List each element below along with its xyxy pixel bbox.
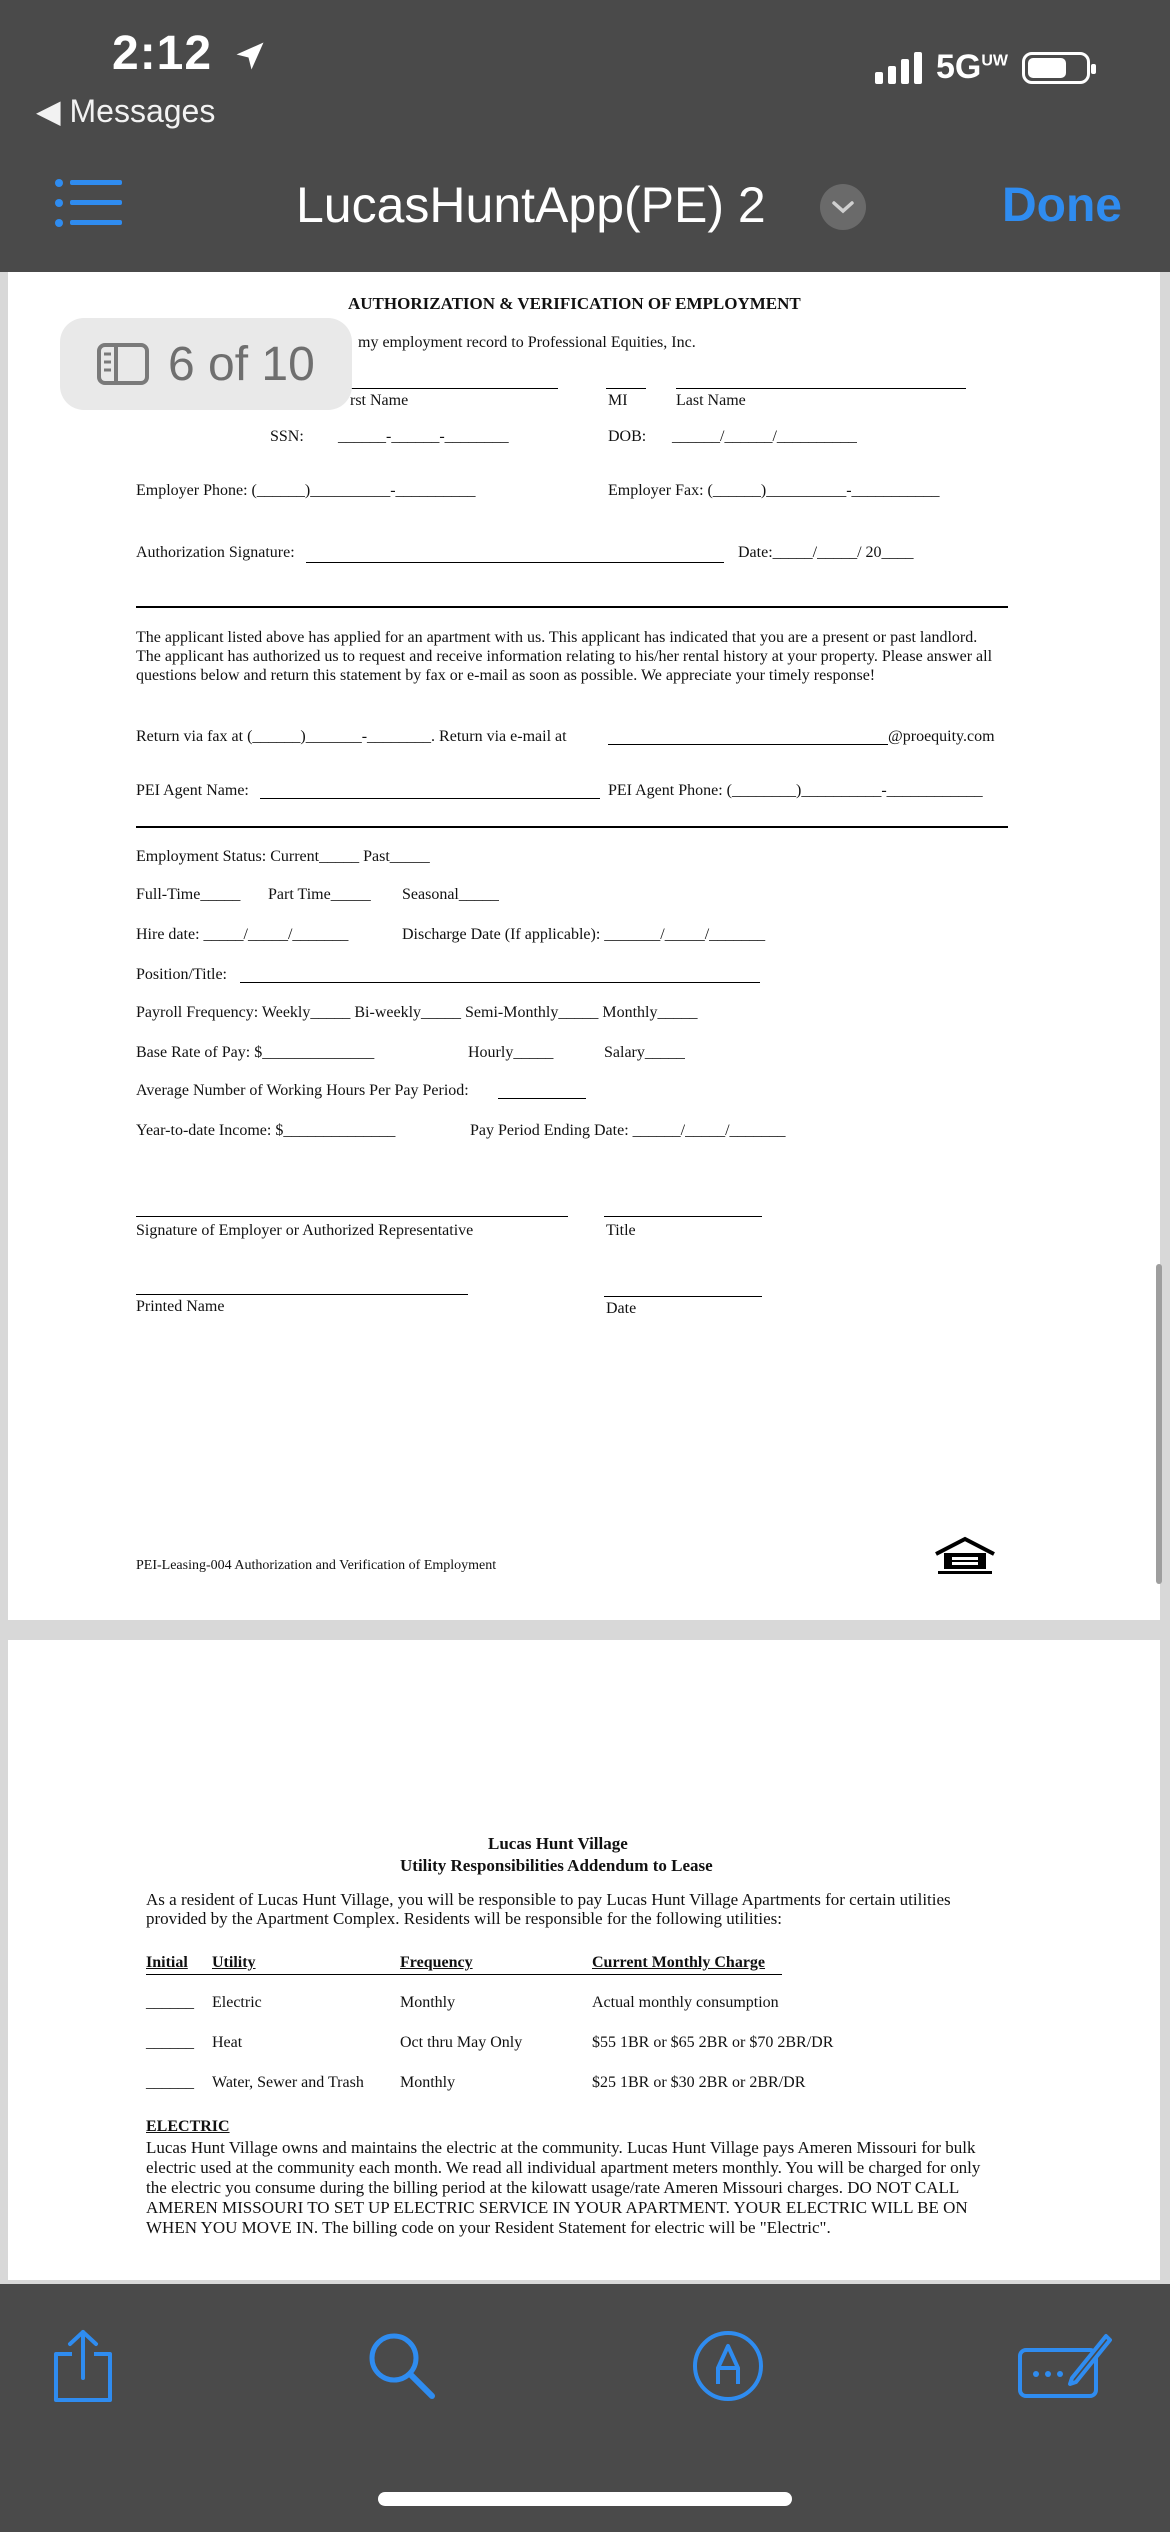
column-frequency: Frequency — [400, 1954, 473, 1971]
discharge-date: Discharge Date (If applicable): _______/_____/_______ — [402, 926, 766, 943]
last-name-label: Last Name — [676, 392, 746, 409]
employer-fax-field: Employer Fax: (______)__________-___________ — [608, 482, 940, 499]
form-title: AUTHORIZATION & VERIFICATION OF EMPLOYMENT — [348, 294, 801, 313]
release-line: my employment record to Professional Equities, Inc. — [358, 334, 696, 351]
full-time: Full-Time_____ — [136, 886, 241, 903]
hire-date: Hire date: _____/_____/_______ — [136, 926, 349, 943]
search-icon — [364, 2328, 440, 2404]
employer-signature-label: Signature of Employer or Authorized Representative — [136, 1222, 474, 1239]
sidebar-icon — [96, 342, 150, 386]
authorization-date: Date:_____/_____/ 20____ — [738, 544, 914, 561]
mi-label: MI — [608, 392, 628, 409]
signal-icon — [875, 52, 922, 84]
agent-name-label: PEI Agent Name: — [136, 782, 249, 799]
avg-hours-line — [498, 1098, 586, 1099]
first-name-line — [348, 388, 558, 389]
row-initial: ______ — [146, 1994, 194, 2011]
top-navigation-bar — [0, 0, 1170, 272]
addendum-heading: Lucas Hunt Village — [488, 1834, 628, 1853]
chevron-down-icon — [831, 199, 855, 215]
document-page-employment-verification — [8, 272, 1160, 1620]
row-frequency: Monthly — [400, 1994, 456, 2011]
employer-signature-line — [136, 1216, 568, 1217]
column-current-charge: Current Monthly Charge — [592, 1954, 766, 1971]
payroll-frequency: Payroll Frequency: Weekly_____ Bi-weekly_____ Semi-Monthly_____ Monthly_____ — [136, 1004, 698, 1021]
share-icon — [48, 2328, 118, 2404]
location-arrow-icon — [232, 38, 268, 74]
divider — [136, 826, 1008, 828]
done-button[interactable]: Done — [1002, 179, 1122, 232]
employer-phone-field: Employer Phone: (______)__________-__________ — [136, 482, 476, 499]
list-icon — [54, 178, 124, 228]
scroll-indicator[interactable] — [1156, 1264, 1162, 1584]
salary: Salary_____ — [604, 1044, 685, 1061]
row-utility: Water, Sewer and Trash — [212, 2074, 364, 2091]
fill-form-button[interactable] — [1016, 2328, 1112, 2409]
row-frequency: Oct thru May Only — [400, 2034, 523, 2051]
agent-name-line — [260, 798, 600, 799]
authorization-signature-label: Authorization Signature: — [136, 544, 295, 561]
network-type: $5G^{UW}$ — [935, 48, 1008, 86]
mi-line — [606, 388, 646, 389]
bottom-toolbar — [0, 2284, 1170, 2532]
date-label: Date — [606, 1300, 637, 1317]
electric-paragraph: Lucas Hunt Village owns and maintains the electric at the community. Lucas Hunt Village pays Ameren Missouri for bulk electric used at the community each month. We read all individual apartment meters monthly. You will be charged for only the electric you consume during the billing period at the kilowatt usage/rate Ameren Missouri charges. DO NOT CALL AMEREN MISSOURI TO SET UP ELECTRIC SERVICE IN YOUR APARTMENT. YOUR ELECTRIC WILL BE ON WHEN YOU MOVE IN. The billing code on your Resident Statement for electric will be "Electric". — [146, 2138, 981, 2237]
home-indicator[interactable] — [378, 2492, 792, 2506]
title-label: Title — [606, 1222, 636, 1239]
equal-housing-icon — [932, 1536, 998, 1576]
pay-period-ending: Pay Period Ending Date: ______/_____/_______ — [470, 1122, 786, 1139]
dob-blank: ______/______/__________ — [672, 428, 857, 445]
ssn-blank: ______-______-________ — [338, 428, 509, 445]
ssn-label: SSN: — [270, 428, 304, 445]
column-initial: Initial — [146, 1954, 188, 1971]
row-utility: Heat — [212, 2034, 243, 2051]
hourly: Hourly_____ — [468, 1044, 554, 1061]
email-line — [608, 744, 888, 745]
document-title: LucasHuntApp(PE) 2 — [296, 177, 766, 233]
part-time: Part Time_____ — [268, 886, 371, 903]
seasonal: Seasonal_____ — [402, 886, 499, 903]
markup-button[interactable] — [690, 2328, 766, 2409]
form-fill-icon — [1016, 2328, 1112, 2404]
share-button[interactable] — [48, 2328, 118, 2409]
return-fax-line: Return via fax at (______)_______-________. Return via e-mail at — [136, 728, 567, 745]
row-charge: $55 1BR or $65 2BR or $70 2BR/DR — [592, 2034, 834, 2051]
row-frequency: Monthly — [400, 2074, 456, 2091]
base-rate: Base Rate of Pay: $______________ — [136, 1044, 375, 1061]
agent-phone-field: PEI Agent Phone: (________)__________-____________ — [608, 782, 983, 799]
position-line — [240, 982, 760, 983]
first-name-label: rst Name — [350, 392, 409, 409]
position-label: Position/Title: — [136, 966, 227, 983]
thumbnail-list-button[interactable] — [54, 178, 124, 233]
addendum-subheading: Utility Responsibilities Addendum to Lease — [400, 1856, 713, 1875]
status-time: 2:12 — [112, 26, 268, 81]
page-indicator: 6 of 10 — [60, 318, 352, 410]
date-line — [604, 1296, 762, 1297]
authorization-signature-line — [306, 562, 724, 563]
row-charge: $25 1BR or $30 2BR or 2BR/DR — [592, 2074, 806, 2091]
table-header-rule — [146, 1974, 782, 1975]
search-button[interactable] — [364, 2328, 440, 2409]
ytd-income: Year-to-date Income: $______________ — [136, 1122, 396, 1139]
back-to-messages-link[interactable]: ◀ Messages — [36, 93, 216, 129]
intro-paragraph: The applicant listed above has applied for an apartment with us. This applicant has indicated that you are a present or past landlord. The applicant has authorized us to request and receive information relating to his/her rental history at your property. Please answer all questions below and return this statement by fax or e-mail as soon as possible. We appreciate your timely response! — [136, 629, 993, 684]
row-utility: Electric — [212, 1994, 262, 2011]
markup-icon — [690, 2328, 766, 2404]
document-page-utility-addendum — [8, 1640, 1160, 2280]
row-initial: ______ — [146, 2074, 194, 2091]
email-domain: @proequity.com — [888, 728, 995, 745]
row-initial: ______ — [146, 2034, 194, 2051]
battery-icon — [1022, 52, 1090, 84]
status-indicators — [875, 48, 1090, 87]
addendum-intro: As a resident of Lucas Hunt Village, you will be responsible to pay Lucas Hunt Village Apartments for certain utilities provided by the Apartment Complex. Residents will be responsible for the following utilities: — [146, 1890, 951, 1928]
electric-heading: ELECTRIC — [146, 2118, 230, 2135]
last-name-line — [676, 388, 966, 389]
row-charge: Actual monthly consumption — [592, 1994, 779, 2011]
dob-label: DOB: — [608, 428, 647, 445]
column-utility: Utility — [212, 1954, 256, 1971]
title-line — [604, 1216, 762, 1217]
divider — [136, 606, 1008, 608]
form-footer: PEI-Leasing-004 Authorization and Verification of Employment — [136, 1558, 497, 1573]
title-menu-button[interactable] — [820, 184, 866, 230]
employment-status: Employment Status: Current_____ Past_____ — [136, 848, 430, 865]
avg-hours-label: Average Number of Working Hours Per Pay Period: — [136, 1082, 469, 1099]
printed-name-line — [136, 1294, 468, 1295]
printed-name-label: Printed Name — [136, 1298, 225, 1315]
